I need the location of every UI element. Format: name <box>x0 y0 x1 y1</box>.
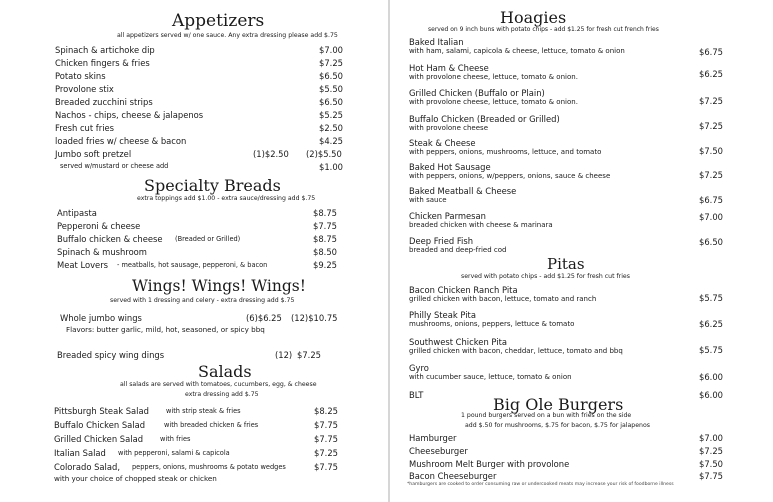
column-divider <box>388 0 390 502</box>
specialty-breads-note: extra toppings add $1.00 - extra sauce/dressing add $.75 <box>137 195 316 202</box>
appetizers-note: all appetizers served w/ one sauce. Any extra dressing please add $.75 <box>117 32 338 39</box>
burgers-footnote: *hamburgers are cooked to order consuming raw or undercooked meats may increase your risk of foodborne illness <box>407 482 674 487</box>
burgers-title: Big Ole Burgers <box>493 395 624 414</box>
burgers-note-1: 1 pound burgers served on a bun with fries on the side <box>461 412 632 419</box>
specialty-breads-title: Specialty Breads <box>144 176 281 195</box>
pitas-title: Pitas <box>547 255 585 273</box>
pitas-note: served with potato chips - add $1.25 for fresh cut fries <box>461 273 630 280</box>
menu-page: Appetizers all appetizers served w/ one sauce. Any extra dressing please add $.75 Spinach & artichoke dip $7.00 Chicken fingers & fries $7.25 Potato skins $6.50 Provolone stix $5.50 Breaded zucchini strips $6.50 Nachos - chips, cheese & jalapenos $5.25 Fresh cut fries $2.50 loaded fries w/ cheese & bacon $4.25 Jumbo soft pretzel (1)$2.50 (2)$5.50 served w/mustard or cheese add $1.00 Specialty Breads extra toppings add $1.00 - extra sauce/dressing add $.75 Antipasta $8.75 Pepperoni & cheese $7.75 Buffalo chicken & cheese (Breaded or Grilled) $8.75 Spinach & mushroom $8.50 Meat Lovers - meatballs, hot sausage, pepperoni, & bacon $9.25 Wings! Wings! Wings! served with 1 dressing and celery - extra dressing add $.75 Whole jumbo wings (6)$6.25 (12)$10.75 Flavors: butter garlic, mild, hot, seasoned, or spicy bbq Breaded spicy wing dings (12) $7.25 Salads all salads are served with tomatoes, cucumbers, egg, & cheese extra dressing add $.75 Pittsburgh Steak Salad with strip steak & fries $8.25 Buffalo Chicken Salad with breaded chicken & fries $7.75 Grilled Chicken Salad with fries $7.75 Italian Salad with pepperoni, salami & capicola $7.25 Colorado Salad, peppers, onions, mushrooms & potato wedges $7.75 with your choice of chopped steak or chicken Hoagies served on 9 inch buns with potato chips - add $1.25 for fresh cut french fries Baked Italian with ham, salami, capicola & cheese, lettuce, tomato & onion $6.75 Hot Ham & Cheese with provolone cheese, lettuce, tomato & onion. $6.25 Grilled Chicken (Buffalo or Plain) with provolone cheese, lettuce, tomato & onion. $7.25 Buffalo Chicken (Breaded or Grilled) with provolone cheese $7.25 Steak & Cheese with peppers, onions, mushrooms, lettuce, and tomato $7.50 Baked Hot Sausage with peppers, onions, w/peppers, onions, sauce & cheese $7.25 Baked Meatball & Cheese with sauce $6.75 Chicken Parmesan breaded chicken with cheese & marinara $7.00 Deep Fried Fish breaded and deep-fried cod $6.50 Pitas served with potato chips - add $1.25 for fresh cut fries Bacon Chicken Ranch Pita grilled chicken with bacon, lettuce, tomato and ranch $5.75 Philly Steak Pita mushrooms, onions, peppers, lettuce & tomato $6.25 Southwest Chicken Pita grilled chicken with bacon, cheddar, lettuce, tomato and bbq $5.75 Gyro with cucumber sauce, lettuce, tomato & onion $6.00 BLT $6.00 Big Ole Burgers 1 pound burgers served on a bun with fries on the side add $.50 for mushrooms, $.75 for bacon, $.75 for jalapenos Hamburger $7.00 Cheeseburger $7.25 Mushroom Melt Burger with provolone $7.50 Bacon Cheeseburger $7.75 *hamburgers are cooked to order consuming raw or undercooked meats may increase your risk of foodborne illness <box>0 0 773 502</box>
salads-title: Salads <box>198 362 252 381</box>
salads-note-1: all salads are served with tomatoes, cucumbers, egg, & cheese <box>120 381 317 388</box>
hoagies-title: Hoagies <box>500 8 567 27</box>
wings-note: served with 1 dressing and celery - extra dressing add $.75 <box>110 297 295 304</box>
hoagies-note: served on 9 inch buns with potato chips - add $1.25 for fresh cut french fries <box>428 26 659 33</box>
wings-title: Wings! Wings! Wings! <box>132 277 306 295</box>
appetizers-title: Appetizers <box>172 11 265 31</box>
salads-note-2: extra dressing add $.75 <box>185 391 259 398</box>
burgers-note-2: add $.50 for mushrooms, $.75 for bacon, $.75 for jalapenos <box>465 422 650 429</box>
